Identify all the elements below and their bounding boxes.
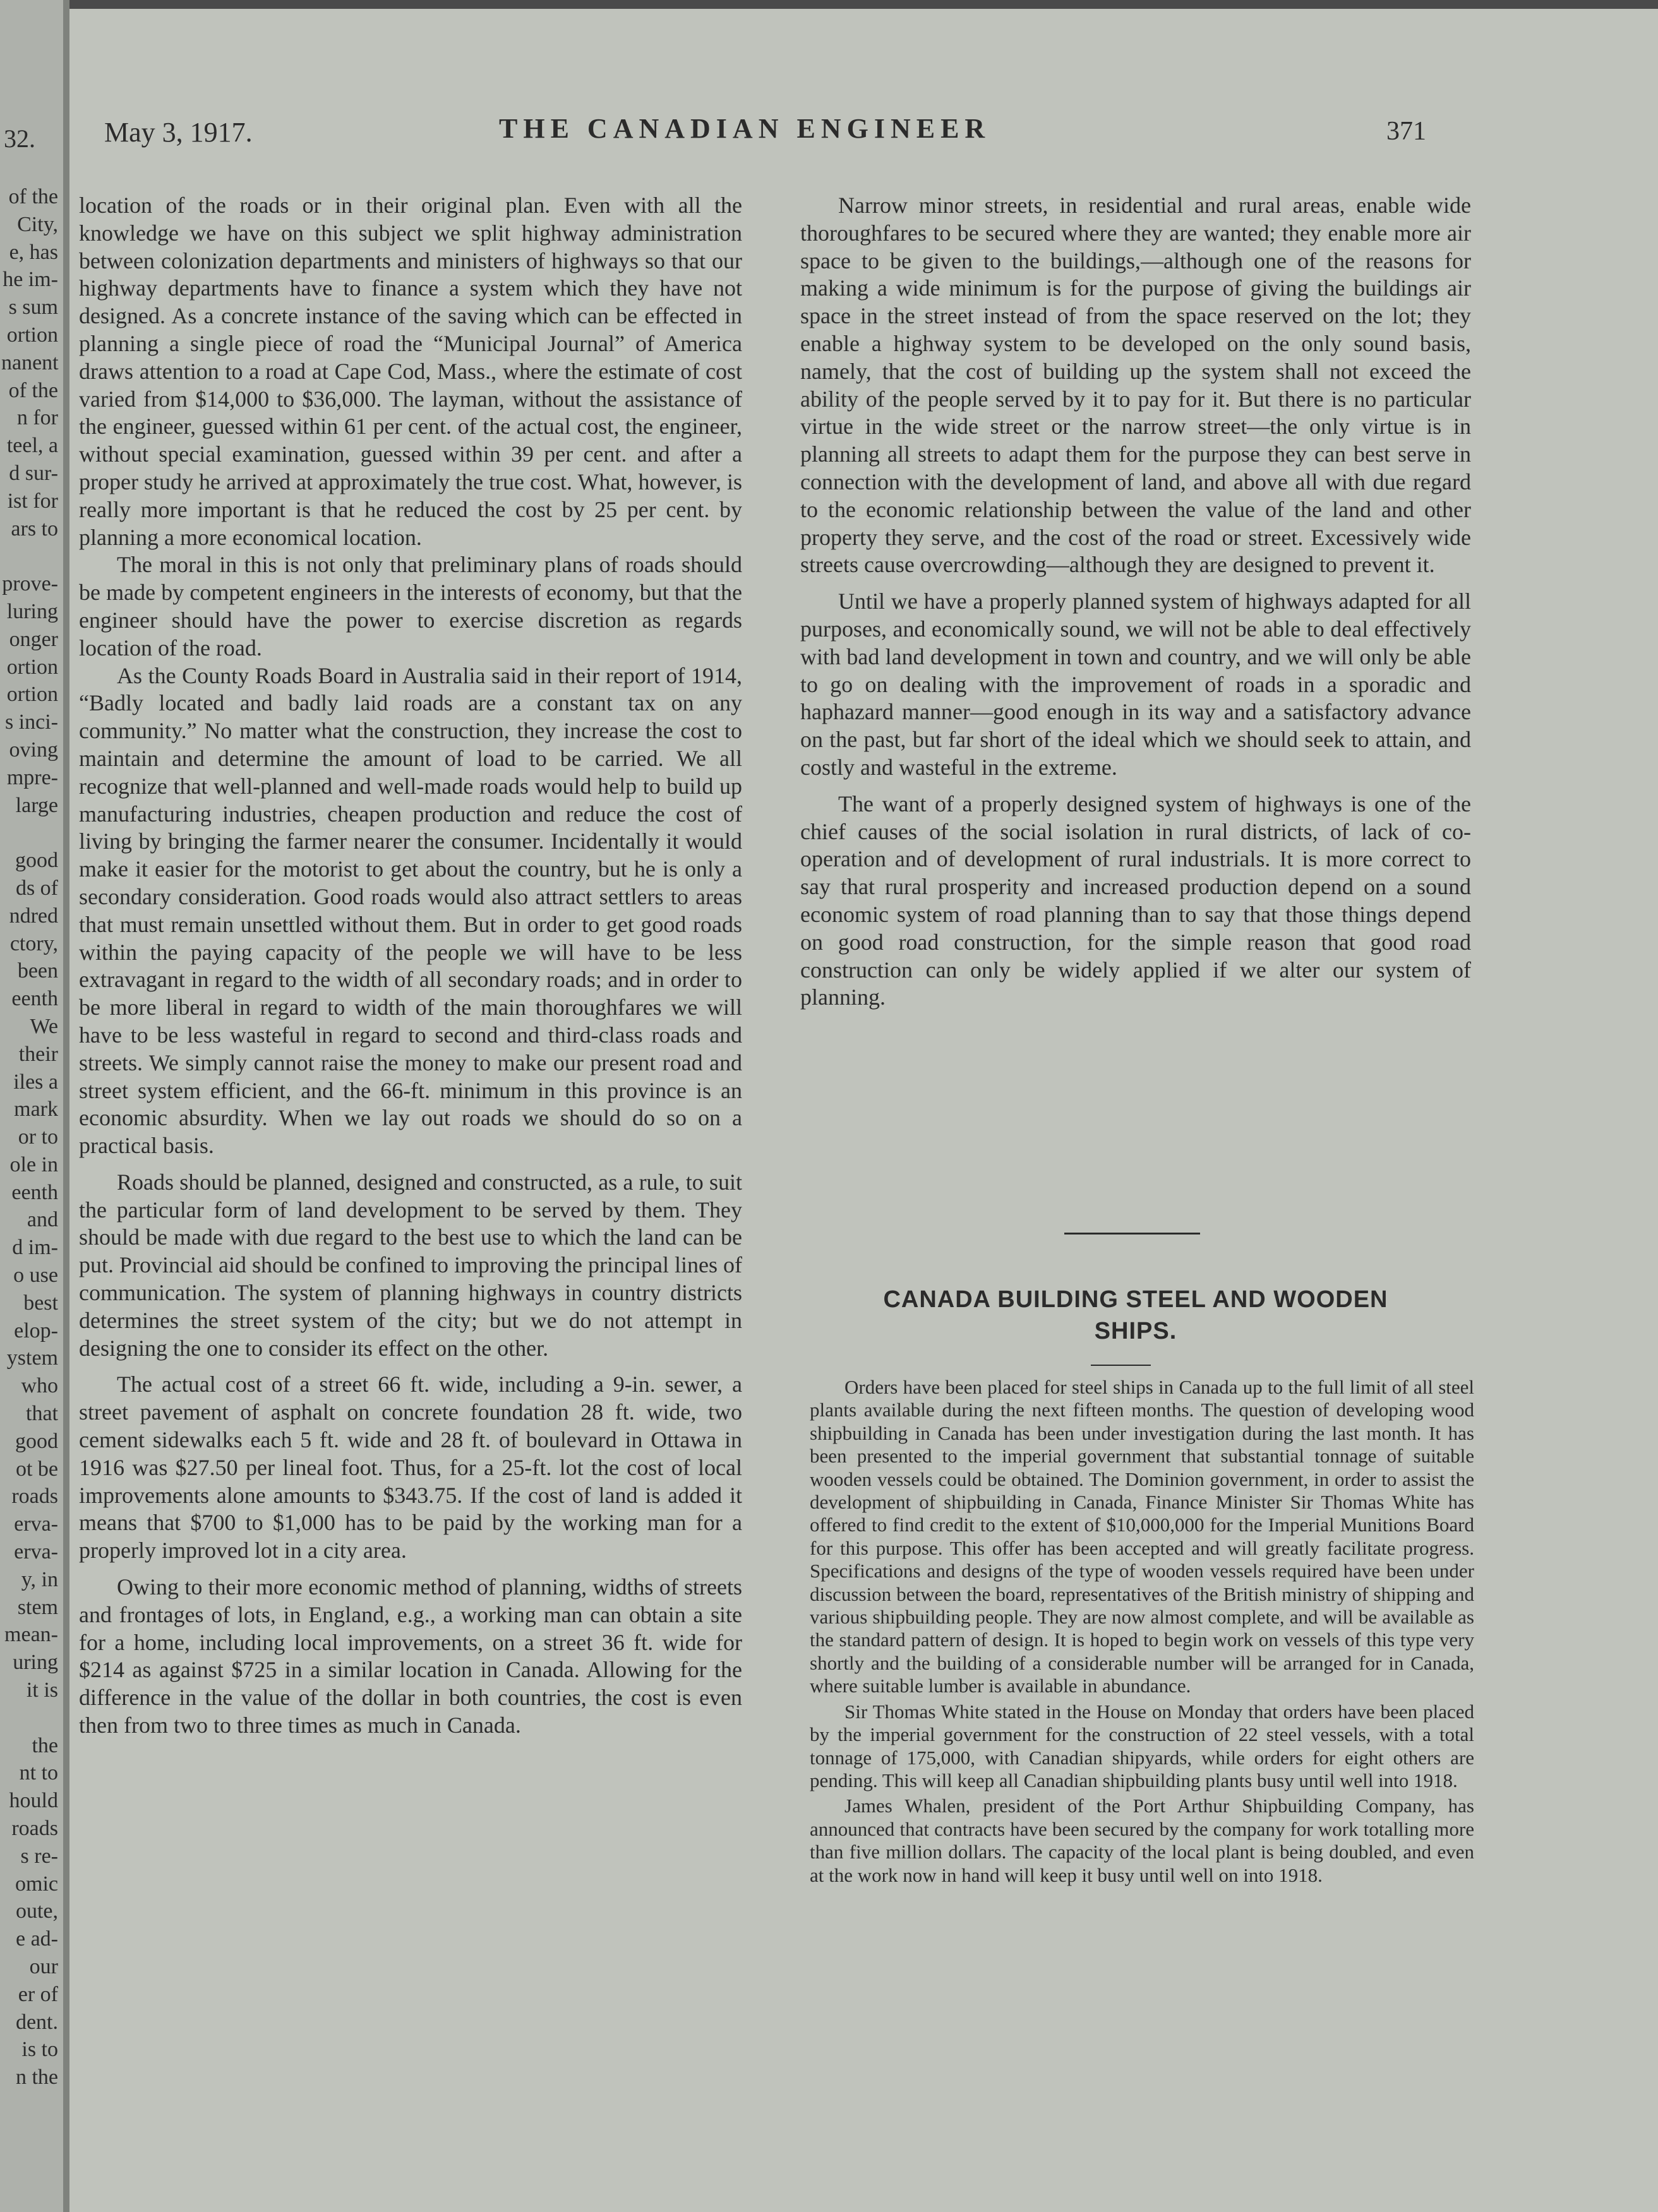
facing-page-fragment: oute, [15, 1899, 58, 1923]
facing-page-fragment: nt to [19, 1761, 58, 1785]
facing-page-fragment: mean- [4, 1623, 58, 1647]
facing-page-fragment: their [18, 1042, 58, 1066]
article-divider-rule [1064, 1233, 1200, 1235]
facing-page-fragment: ndred [9, 904, 58, 928]
facing-page-fragment: that [26, 1402, 58, 1426]
facing-page-fragment: roads [11, 1485, 58, 1509]
facing-page-fragment: ctory, [9, 931, 58, 955]
facing-page-fragment: We [30, 1014, 58, 1038]
facing-page-fragment: n the [15, 2066, 58, 2089]
facing-page-edge [0, 0, 69, 2212]
facing-page-fragment: uring [13, 1651, 58, 1675]
facing-page-fragment: luring [6, 599, 58, 623]
facing-page-fragment: been [17, 959, 58, 983]
facing-page-folio: 32. [4, 124, 35, 153]
paragraph: Until we have a properly planned system of highways adapted for all purposes, and economically sound, we will not be able to deal effectively with bad land development in town and country, and we will only be able to go on dealing with the improvement of roads in a sporadic and haphazard manner—good enough in its way and a satisfactory advance on the past, but far short of the ideal which we should seek to attain, and costly and wasteful in the extreme. [800, 589, 1471, 780]
facing-page-fragment: ars to [11, 517, 58, 541]
facing-page-fragment: ot be [15, 1457, 58, 1481]
paragraph: location of the roads or in their original plan. Even with all the knowledge we have on this subject we split highway administration between colonization departments and ministers of highways so that our highway departments have to finance a system which they have not designed. As a concrete instance of the saving which can be effected in planning a single piece of road the “Municipal Journal” of America draws attention to a road at Cape Cod, Mass., where the estimate of cost varied from $14,000 to $36,000. The layman, without the assistance of the engineer, guessed within 61 per cent. of the actual cost, the engineer, without special examination, guessed within 39 per cent. and after a proper study he arrived at approximately the true cost. What, however, is really more important is that he reduced the cost by 25 per cent. by planning a more economical location. [79, 193, 742, 550]
facing-page-fragment: hould [9, 1789, 58, 1813]
facing-page-fragment: teel, a [6, 434, 58, 458]
paragraph: Orders have been placed for steel ships in Canada up to the full limit of all steel plants available during the next fifteen months. The question of developing wood shipbuilding in Canada has been under investigation during the last month. It has been presented to the imperial government that substantial tonnage of suitable wooden vessels could be obtained. The Dominion government, in order to assist the development of shipbuilding in Canada, Finance Minister Sir Thomas White has offered to find credit to the extent of $10,000,000 for the Imperial Munitions Board for this purpose. This offer has been accepted and will greatly facilitate progress. Specifications and designs of the type of wooden vessels required have been under discussion between the board, representatives of the British ministry of shipping and various shipbuilding people. They are now almost complete, and will be available as the standard pattern of design. It is hoped to begin work on vessels of this type very shortly and the building of a considerable number will be arranged for in Canada, where suitable lumber is available in abundance. [810, 1376, 1474, 1697]
article-headline [800, 1284, 1471, 1347]
facing-page-fragment: e ad- [15, 1927, 58, 1951]
facing-page-fragment: d im- [12, 1236, 58, 1260]
running-header [69, 113, 1658, 160]
headline-line: CANADA BUILDING STEEL AND WOODEN [883, 1286, 1388, 1313]
facing-page-fragment: ortion [6, 655, 58, 679]
facing-page-fragment: ortion [6, 683, 58, 707]
facing-page-fragment: of the [8, 378, 58, 402]
facing-page-fragment: dent. [15, 2010, 58, 2034]
facing-page-fragment: ystem [6, 1346, 58, 1370]
facing-page-fragment: mark [14, 1097, 58, 1121]
facing-page-fragment: or to [18, 1125, 58, 1149]
facing-page-fragment: d sur- [9, 461, 58, 485]
headline-line: SHIPS. [1094, 1318, 1177, 1344]
facing-page-fragment: good [15, 1429, 58, 1453]
page-number: 371 [1386, 117, 1426, 146]
facing-page-fragment: ortion [6, 323, 58, 347]
headline-underline-rule [1091, 1365, 1151, 1366]
journal-title: THE CANADIAN ENGINEER [499, 113, 991, 144]
facing-page-fragment: best [23, 1291, 58, 1315]
paragraph: The actual cost of a street 66 ft. wide, including a 9-in. sewer, a street pavement of asphalt on concrete foundation 28 ft. wide, two cement sidewalks each 5 ft. wide and 28 ft. of boulevard in Ottawa in 1916 was $27.50 per lineal foot. Thus, for a 25-ft. lot the cost of local improvements alone amounts to $343.75. If the cost of land is added it means that $700 to $1,000 has to be paid by the working man for a properly improved lot in a city area. [79, 1372, 742, 1563]
facing-page-fragment [1, 1704, 58, 1732]
paragraph: The moral in this is not only that preliminary plans of roads should be made by competent engineers in the interests of economy, but that the engineer should have the power to exercise discretion as regards location of the road. [79, 552, 742, 661]
facing-page-fragment: ds of [15, 876, 58, 900]
facing-page-fragment: prove- [2, 572, 58, 596]
facing-page-fragment: good [15, 849, 58, 873]
facing-page-fragment: erva- [14, 1540, 58, 1564]
paragraph: Roads should be planned, designed and constructed, as a rule, to suit the particular form of land development to be served by them. They should be made with due regard to the best use to which the land can be put. Provincial aid should be confined to improving the principal lines of communication. The system of planning highways in country districts determines the street system of the city; but we do not attempt in designing the one to consider its effect on the other. [79, 1169, 742, 1361]
facing-page-fragment: who [21, 1374, 58, 1398]
facing-page-fragment: stem [17, 1595, 58, 1619]
facing-page-fragment: oving [9, 738, 58, 762]
facing-page-fragment: nanent [1, 350, 59, 374]
right-column [800, 192, 1471, 1012]
facing-page-fragment: n for [16, 406, 58, 430]
page-top-shadow [0, 0, 1658, 9]
facing-page-text-fragments [1, 183, 58, 2091]
facing-page-fragment: e, has [9, 240, 58, 264]
facing-page-fragment: ist for [7, 489, 58, 513]
facing-page-fragment: large [15, 793, 58, 817]
facing-page-fragment: eenth [11, 987, 58, 1011]
facing-page-fragment [1, 542, 58, 570]
issue-date: May 3, 1917. [104, 117, 253, 148]
facing-page-fragment: s inci- [4, 710, 58, 734]
paragraph: Sir Thomas White stated in the House on Monday that orders have been placed by the imperial government for the construction of 22 steel vessels, with a total tonnage of 175,000, with Canadian shipyards, while orders for eight others are pending. This will keep all Canadian shipbuilding plants busy until well into 1918. [810, 1700, 1474, 1791]
paragraph: James Whalen, president of the Port Arthur Shipbuilding Company, has announced that contracts have been secured by the company for work totalling more than five million dollars. The capacity of the local plant is being doubled, and even at the work now in hand will keep it busy until well on into 1918. [810, 1795, 1474, 1886]
facing-page-fragment: mpre- [6, 765, 58, 789]
facing-page-fragment: City, [17, 212, 58, 236]
paragraph: As the County Roads Board in Australia said in their report of 1914, “Badly located and badly laid roads are a constant tax on any community.” No matter what the construction, they increase the cost to maintain and determine the amount of load to be carried. We all recognize that well-planned and well-made roads would help to build up manufacturing industries, cheapen production and reduce the cost of living by bringing the farmer nearer the consumer. Incidentally it would make it easier for the motorist to get about the country, but he is only a secondary consideration. Good roads would also attract settlers to areas that must remain unsettled without them. But in order to get good roads within the paying capacity of the people we will have to be less extravagant in regard to the width of all secondary roads; and in order to be more liberal in regard to width of the main thoroughfares we will have to be less wasteful in regard to second and third-class roads and streets. We simply cannot raise the money to make our present road and street system efficient, and the 66-ft. minimum in this province is an economic absurdity. When we lay out roads we should do so on a practical basis. [79, 662, 742, 1159]
facing-page-fragment [1, 819, 58, 847]
article-body-small [810, 1376, 1474, 1887]
facing-page-fragment: of the [8, 185, 58, 208]
facing-page-fragment: erva- [14, 1512, 58, 1536]
facing-page-fragment: he im- [3, 268, 58, 292]
facing-page-fragment: s sum [8, 296, 58, 320]
facing-page-fragment: is to [21, 2038, 58, 2062]
facing-page-fragment: onger [9, 627, 58, 651]
facing-page-fragment: er of [18, 1982, 58, 2006]
facing-page-fragment: o use [13, 1264, 58, 1288]
paragraph: Narrow minor streets, in residential and rural areas, enable wide thoroughfares to be secured where they are wanted; they enable more air space to be given to the buildings,—although one of the reasons for making a wide minimum is for the purpose of giving the buildings air space in the street instead of from the space reserved on the lot; they enable a highway system to be developed on the only sound basis, namely, that the cost of building up the system shall not exceed the ability of the people served by it to pay for it. But there is no particular virtue in the wide street or the narrow street—the only virtue is in planning all streets to adapt them for the purpose they can best serve in connection with the development of land, and above all with due regard to the economic relationship between the value of the land and other property they serve, and the cost of the road or street. Excessively wide streets cause overcrowding—although they are designed to prevent it. [800, 193, 1471, 578]
facing-page-fragment: our [29, 1955, 58, 1978]
journal-page [69, 9, 1658, 2212]
paragraph: The want of a properly designed system of highways is one of the chief causes of the social isolation in rural districts, of lack of co-operation and of development of rural industrials. It is more correct to say that rural prosperity and increased production depend on a sound economic system of road planning than to say that those things depend on good road construction, for the simple reason that good road construction can only be widely applied if we alter our system of planning. [800, 791, 1471, 1010]
facing-page-fragment: elop- [14, 1318, 58, 1342]
facing-page-fragment: s re- [20, 1844, 58, 1868]
paragraph: Owing to their more economic method of planning, widths of streets and frontages of lots, in England, e.g., a working man can obtain a site for a home, including local improvements, on a street 36 ft. wide for $214 as against $725 in a similar location in Canada. Allowing for the difference in the value of the dollar in both countries, the cost is even then from two to three times as much in Canada. [79, 1574, 742, 1738]
facing-page-fragment: the [32, 1733, 58, 1757]
facing-page-fragment: iles a [13, 1070, 58, 1094]
facing-page-fragment: omic [15, 1872, 58, 1896]
facing-page-fragment: roads [11, 1817, 58, 1841]
facing-page-fragment: ole in [9, 1152, 58, 1176]
facing-page-fragment: it is [26, 1678, 58, 1702]
facing-page-fragment: y, in [21, 1567, 58, 1591]
left-column [79, 192, 742, 1740]
facing-page-fragment: eenth [11, 1180, 58, 1204]
facing-page-fragment: and [27, 1208, 58, 1232]
